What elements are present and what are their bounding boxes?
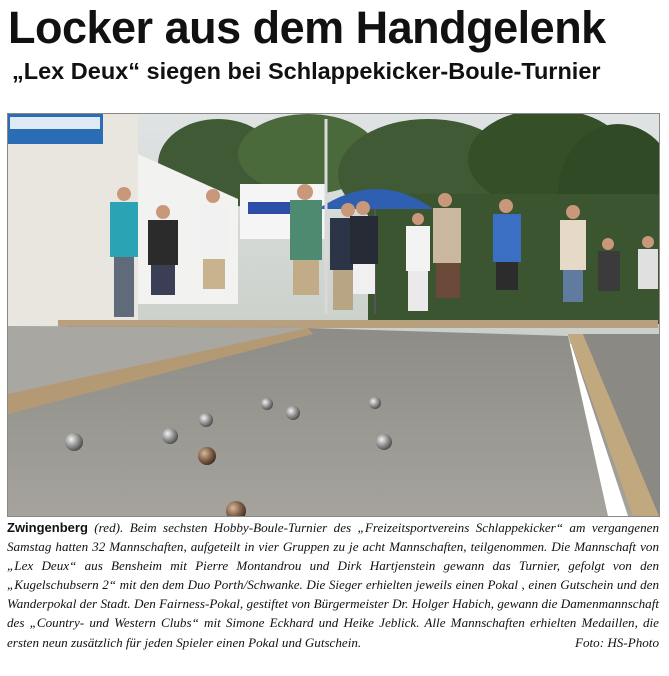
photo-credit: Foto: HS-Photo <box>574 634 659 650</box>
article-body <box>7 518 659 652</box>
dateline-place: Zwingenberg <box>7 520 88 535</box>
subheadline: „Lex Deux“ siegen bei Schlappekicker-Boule-Turnier <box>12 58 601 84</box>
headline: Locker aus dem Handgelenk <box>8 2 606 53</box>
article-text: (red). Beim sechsten Hobby-Boule-Turnier des „Freizeitsportvereins Schlappekicker“ am vergangenen Samstag hatten 32 Mannschaften, aufgeteilt in vier Gruppen zu je acht Mannschaften, teilgenommen. Die Mannschaft von „Lex Deux“ aus Bensheim mit Pierre Montandrou und Dirk Hartjenstein gewann das Turnier, gefolgt von den „Kugelschubsern 2“ mit den dem Duo Porth/Schwanke. Die Sieger erhielten jeweils einen Pokal , einen Gutschein und den Wanderpokal der Stadt. Den Fairness-Pokal, gestiftet von Bürgermeister Dr. Holger Habich, gewann die Damenmannschaft des „Country- und Western Clubs“ mit Simone Eckhard und Heike Jeblick. Alle Mannschaften erhielten Medaillen, die ersten neun zusätzlich für jeden Spieler einen Pokal und Gutschein. <box>7 520 659 650</box>
boule-photo <box>7 113 660 517</box>
